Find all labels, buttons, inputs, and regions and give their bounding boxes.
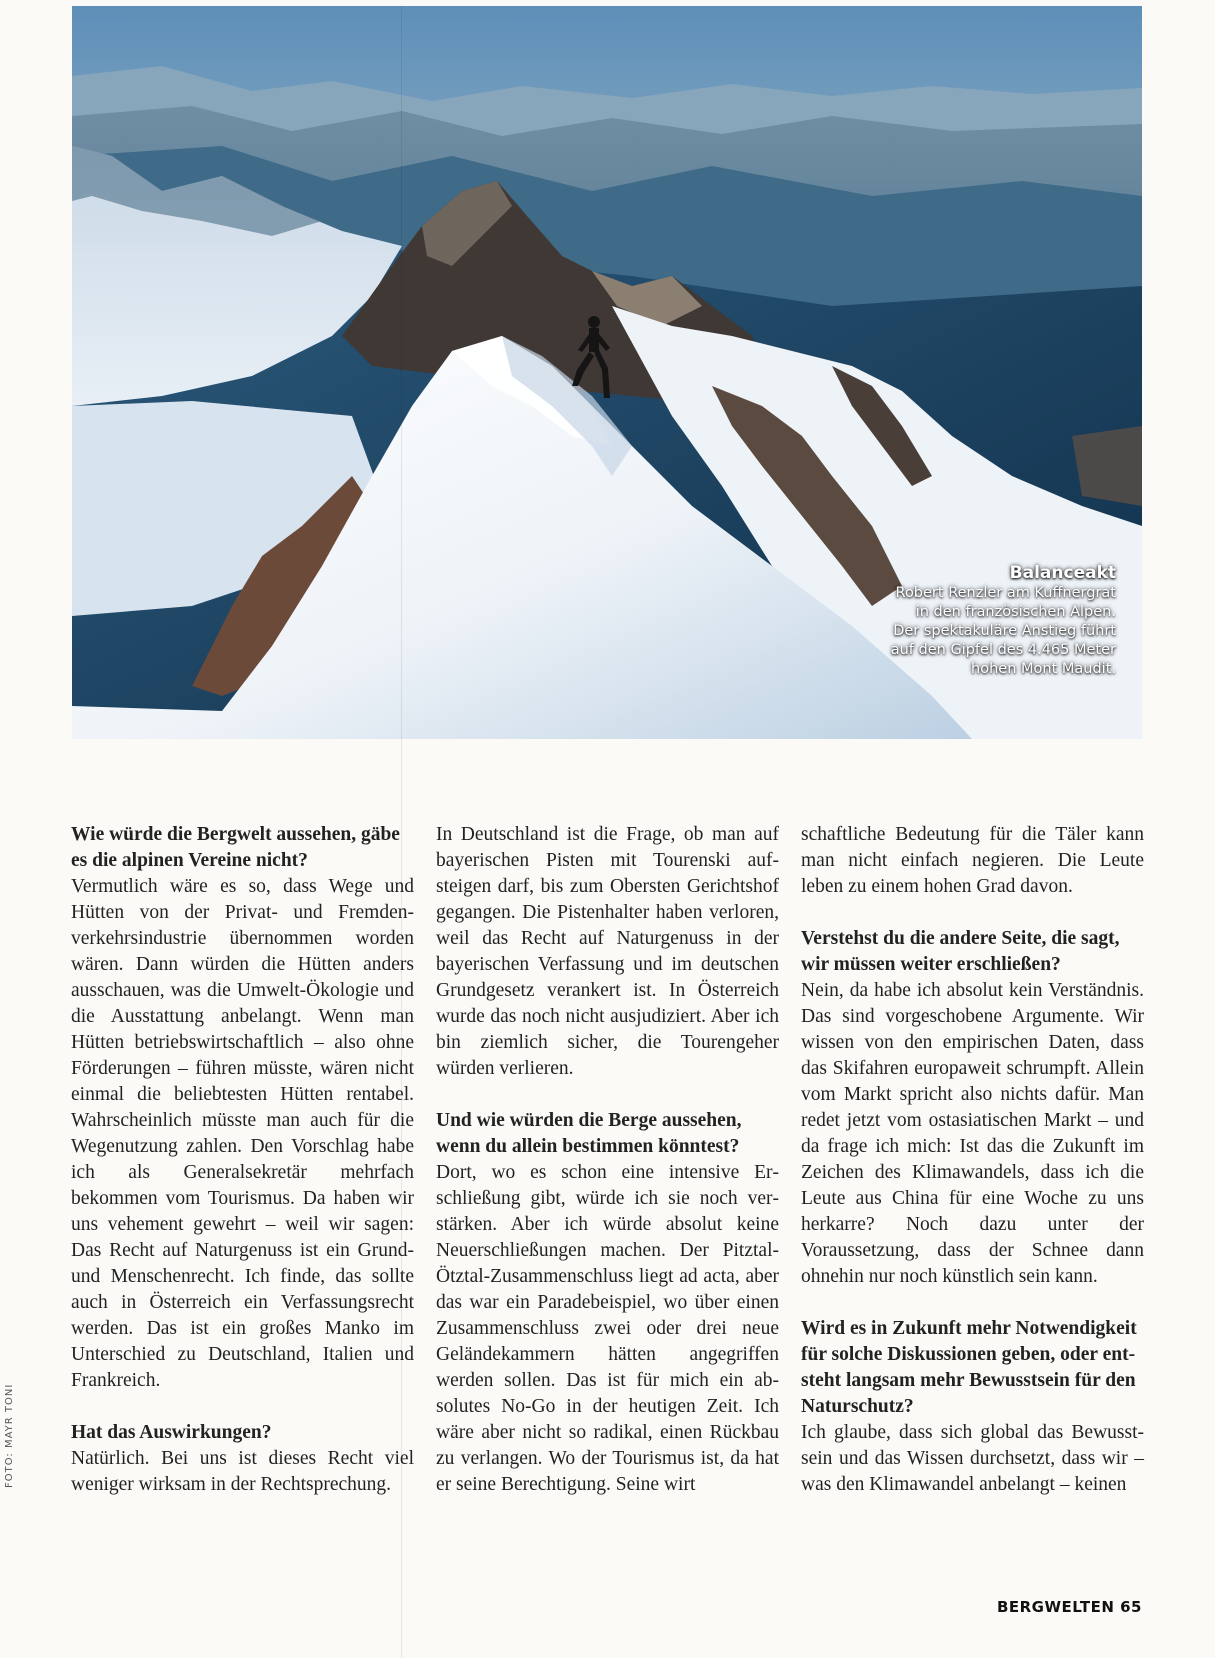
interview-answer: schaftliche Bedeutung für die Täler kann man nicht einfach negieren. Die Leute leben zu einem hohen Grad davon.: [801, 824, 1144, 897]
interview-answer: Dort, wo es schon eine intensive Erschließung gibt, würde ich sie noch verstärken. Aber ich würde absolut keine Neuerschließungen machen. Der Pitztal-Ötztal-Zusammenschluss liegt ad acta, aber das war ein Paradebeispiel, wo über einen Zusammenschluss zwei oder drei neue Geländekammern hätten angegriffen werden sollen. Das ist für mich ein absolutes No-Go in der heutigen Zeit. Ich wäre aber nicht so radikal, einen Rückbau zu verlangen. Wo der Tourismus ist, da hat er seine Berechtigung. Seine wirt: [436, 1162, 779, 1495]
photo-caption: [886, 563, 1116, 679]
article-column-1: [71, 822, 414, 1498]
interview-answer: Nein, da habe ich absolut kein Verständnis. Das sind vorgeschobene Argumente. Wir wissen von den empirischen Daten, dass das Skifahren europaweit schrumpft. Allein vom Markt spricht also nichts dafür. Man redet jetzt vom ostasiatischen Markt – und da frage ich mich: Ist das die Zukunft im Zeichen des Klimawandels, dass ich die Leute aus China für eine Woche zu uns herkarre? Noch dazu unter der Voraussetzung, dass der Schnee dann ohnehin nur noch künstlich sein kann.: [801, 980, 1144, 1287]
photo-credit-text: FOTO: MAYR TONI: [4, 1383, 15, 1488]
interview-answer: Ich glaube, dass sich global das Bewusstsein und das Wissen durchsetzt, dass wir – was den Klimawandel anbelangt – keinen: [801, 1422, 1144, 1495]
interview-question: Hat das Auswirkungen?: [71, 1422, 272, 1443]
article-column-3: [801, 822, 1144, 1498]
interview-answer: Vermutlich wäre es so, dass Wege und Hütten von der Privat- und Fremdenverkehrsindustrie übernommen worden wären. Dann würden die Hütten anders ausschauen, was die Umwelt-Ökologie und die Ausstattung anbelangt. Wenn man Hütten betriebswirtschaftlich – also ohne Förderungen – führen müsste, wären nicht einmal die beliebtesten Hütten rentabel. Wahrscheinlich müsste man auch für die Wegenutzung zahlen. Den Vorschlag habe ich als Generalsekretär mehrfach bekommen vom Tourismus. Da haben wir uns vehement gewehrt – weil wir sagen: Das Recht auf Naturgenuss ist ein Grund- und Menschenrecht. Ich finde, das sollte auch in Österreich ein Verfassungsrecht werden. Das ist ein großes Manko im Unterschied zu Deutschland, Italien und Frankreich.: [71, 876, 414, 1391]
interview-question: Verstehst du die andere Seite, die sagt, wir müssen weiter erschließen?: [801, 928, 1120, 975]
interview-answer: In Deutschland ist die Frage, ob man auf bayerischen Pisten mit Tourenski aufsteigen darf, bis zum Obersten Gerichtshof gegangen. Die Pistenhalter haben verloren, weil das Recht auf Naturgenuss in der bayerischen Verfassung und im deutschen Grundgesetz verankert ist. In Österreich wurde das noch nicht ausjudiziert. Aber ich bin ziemlich sicher, die Tourengeher würden verlieren.: [436, 824, 779, 1079]
mountain-photo: [72, 6, 1142, 739]
article-column-2: [436, 822, 779, 1498]
interview-answer: Natürlich. Bei uns ist dieses Recht viel weniger wirksam in der Rechtsprechung.: [71, 1448, 414, 1495]
magazine-name: BERGWELTEN: [996, 1598, 1115, 1616]
caption-text: Robert Renzler am Kuffnergrat in den französischen Alpen. Der spektakuläre Anstieg führt auf den Gipfel des 4.465 Meter hohen Mont Maudit.: [890, 585, 1116, 677]
photo-credit: [4, 1383, 15, 1488]
interview-question: Wird es in Zukunft mehr Notwendigkeit für solche Diskussionen geben, oder entsteht langsam mehr Bewusstsein für den Naturschutz?: [801, 1318, 1137, 1417]
interview-question: Und wie würden die Berge aussehen, wenn du allein bestimmen könntest?: [436, 1110, 742, 1157]
caption-title: Balanceakt: [1009, 563, 1116, 583]
page-footer: [997, 1598, 1142, 1616]
page-number: 65: [1120, 1598, 1142, 1616]
interview-question: Wie würde die Bergwelt aussehen, gäbe es die alpinen Vereine nicht?: [71, 824, 400, 871]
